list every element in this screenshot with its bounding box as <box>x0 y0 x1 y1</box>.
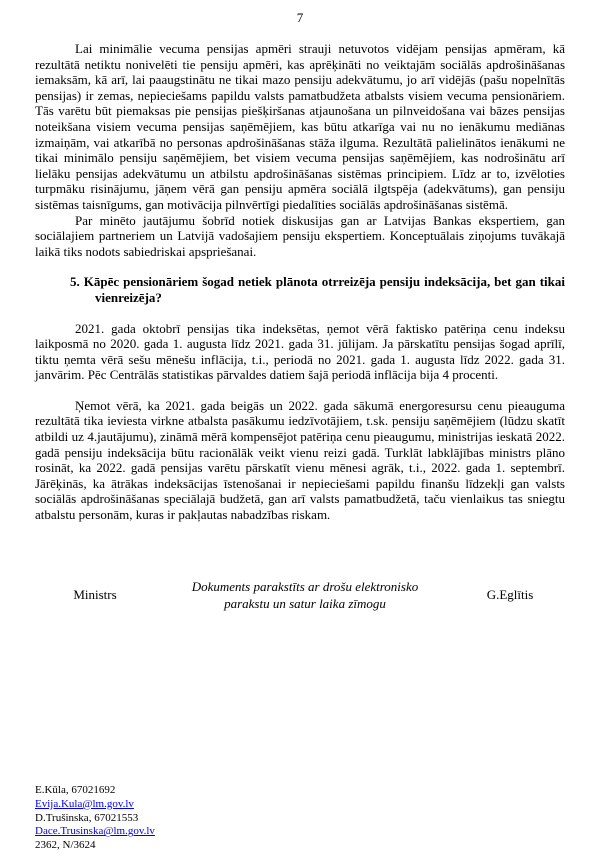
esignature-note: Dokuments parakstīts ar drošu elektronisko parakstu un satur laika zīmogu <box>191 578 419 611</box>
paragraph-expert-discussions: Par minēto jautājumu šobrīd notiek diskusijas gan ar Latvijas Bankas ekspertiem, gan sociālajiem partneriem un Latvijā vadošajiem pensiju ekspertiem. Konceptuālais ziņojums tuvākajā laikā tiks nodots sabiedriskai apspriešanai. <box>35 212 565 259</box>
document-body <box>35 41 565 523</box>
contact-email-row-2 <box>35 825 565 839</box>
contact-footer <box>35 784 565 853</box>
signature-block <box>35 578 565 612</box>
contact-name-2: D.Trušinska, 67021553 <box>35 811 139 824</box>
contact-name-1: E.Kūla, 67021692 <box>35 784 116 797</box>
contact-email-row-1 <box>35 798 565 812</box>
paragraph-indexation-plan: Ņemot vērā, ka 2021. gada beigās un 2022. gada sākumā energoresursu cenu pieauguma rezultātā tika ieviesta virkne atbalsta pasākumu iedzīvotājiem, t.sk. pensiju saņēmējiem (lūdzu skatīt atbildi uz 4.jautājumu), zināmā mērā kompensējot patēriņa cenu pieaugumu, ministrijas ieskatā 2022. gadā pensiju indeksācija būtu racionālāk veikt vienu reizi gadā. Turklāt labklājības ministrs plāno rosināt, ka 2022. gadā pensijas varētu pārskatīt vienu mēnesi agrāk, t.i., 2022. gada 1. septembrī. Jārēķinās, ka ātrākas indeksācijas īstenošanai ir nepieciešami papildu finanšu līdzekļi gan valsts sociālās apdrošināšanas speciālajā budžetā, gan arī valsts pamatbudžetā, taču vienlaikus tas sniegtu atbalstu personām, kuras ir pakļautas nabadzības riskam. <box>35 397 565 523</box>
reference-number: 2362, N/3624 <box>35 839 96 852</box>
page-number: 7 <box>296 10 304 25</box>
contact-email-link-1[interactable]: Evija.Kula@lm.gov.lv <box>35 797 134 810</box>
minister-name: G.Eglītis <box>486 587 534 603</box>
contact-email-link-2[interactable]: Dace.Trusinska@lm.gov.lv <box>35 825 155 838</box>
paragraph-pension-adequacy: Lai minimālie vecuma pensijas apmēri strauji netuvotos vidējam pensijas apmēram, kā rezultātā netiktu nonivelēti tie pensiju apmēri, kas aprēķināti no veiktajām sociālās apdrošināšanas iemaksām, kā arī, lai paaugstinātu ne tikai mazo pensiju adekvātumu, jo arī vidējās (pašu nopelnītās pensijas) ir zemas, nepieciešams papildu valsts pamatbudžeta atbalsts visiem vecuma pensionāriem. Tās varētu būt piemaksas pie pensijas piešķiršanas atjaunošana un pilnveidošana vai bāzes pensijas noteikšana visiem vecuma pensijas saņēmējiem, kas būtu atkarīga vai nu no ienākumu mediānas izmaiņām, vai atkarībā no personas apdrošināšanas stāža ilguma. Rezultātā palielinātos ienākumi ne tikai minimālo pensiju saņēmējiem, bet visiem vecuma pensijas saņēmējiem, kas nodrošinātu arī lielāku pensijas adekvātumu un atbilstu apdrošināšanas sistēmas principiem. Līdz ar to, izvēloties turpmāku risinājumu, jāņem vērā gan pensiju apmēra sociālā ilgtspēja (adekvātums), gan pensiju sistēmas taisnīgums, gan motivācija pilnvērtīgi piedalīties sociālās apdrošināšanas sistēmā. <box>35 41 565 212</box>
question-heading: 5. Kāpēc pensionāriem šogad netiek plānota otrreizēja pensiju indeksācija, bet gan tikai vienreizēja? <box>70 274 565 305</box>
minister-title: Ministrs <box>73 587 117 603</box>
paragraph-indexation-2021: 2021. gada oktobrī pensijas tika indeksētas, ņemot vērā faktisko patēriņa cenu indeksu laikposmā no 2020. gada 1. augusta līdz 2021. gada 31. jūlijam. Ja pārskatītu pensijas šogad aprīlī, tiktu ņemta vērā sešu mēnešu inflācija, t.i., periodā no 2021. gada 1. augusta līdz 2022. gada 31. janvārim. Pēc Centrālās statistikas pārvaldes datiem šajā periodā inflācija bija 4 procenti. <box>35 320 565 383</box>
